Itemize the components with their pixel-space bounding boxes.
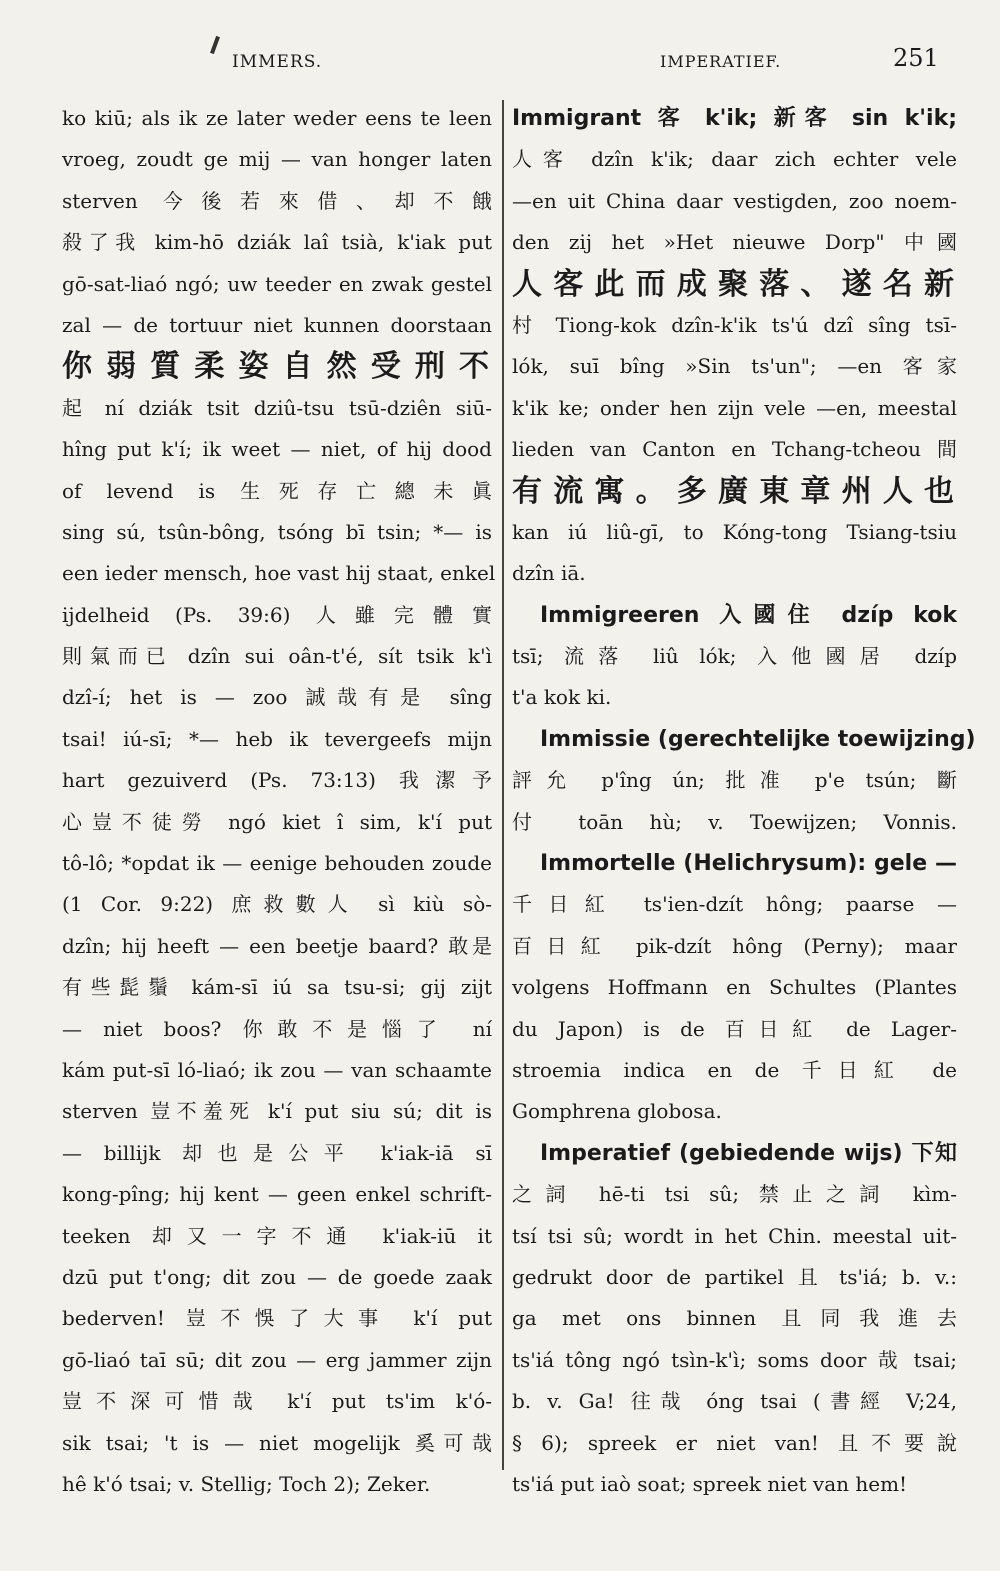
text-line: kong-pîng; hij kent — geen enkel schrift-	[62, 1182, 492, 1207]
text-line: tsī; 流落 liû lók; 入他國居 dzíp	[512, 644, 957, 669]
text-line: 殺了我 kim-hō dziák laî tsià, k'iak put	[62, 230, 492, 255]
text-line: sterven 豈不羞死 k'í put siu sú; dit is	[62, 1099, 492, 1124]
text-line: du Japon) is de 百日紅 de Lager-	[512, 1016, 957, 1041]
text-line: gō-liaó taī sū; dit zou — erg jammer zijn	[62, 1347, 492, 1372]
text-line: tô-lô; *opdat ik — eenige behouden zoude	[62, 851, 492, 876]
text-line: 則氣而已 dzîn sui oân-t'é, sít tsik k'ì	[62, 644, 492, 669]
text-line: volgens Hoffmann en Schultes (Plantes	[512, 975, 957, 1000]
text-line: Imperatief (gebiedende wijs) 下知	[540, 1140, 957, 1166]
text-line: § 6); spreek er niet van! 且不要說	[512, 1430, 957, 1455]
text-line: Immortelle (Helichrysum): gele —	[540, 851, 957, 877]
text-line: ijdelheid (Ps. 39:6) 人雖完體實	[62, 602, 492, 627]
header-center-word: IMPERATIEF.	[660, 52, 782, 71]
text-line: lieden van Canton en Tchang-tcheou 間	[512, 437, 957, 462]
text-line: ts'iá tông ngó tsìn-k'ì; soms door 哉 tsai;	[512, 1347, 957, 1372]
page-number: 251	[893, 44, 939, 72]
text-line: tsai! iú-sī; *— heb ik tevergeefs mijn	[62, 726, 492, 751]
text-line: Immigrant 客 k'ik; 新客 sin k'ik;	[512, 106, 957, 131]
text-line: 人客此而成聚落、遂名新	[512, 266, 957, 302]
text-line: stroemia indica en de 千日紅 de	[512, 1057, 957, 1082]
text-line: b. v. Ga! 往哉 óng tsai (書經 V;24,	[512, 1389, 957, 1414]
text-line: 村 Tiong-kok dzîn-k'ik ts'ú dzî sîng tsī-	[512, 312, 957, 337]
text-line: 千日紅 ts'ien-dzít hông; paarse —	[512, 892, 957, 917]
text-line: ga met ons binnen 且同我進去	[512, 1306, 957, 1331]
text-line: Immigreeren 入國住 dzíp kok	[540, 602, 957, 628]
text-line: sik tsai; 't is — niet mogelijk 奚可哉	[62, 1430, 492, 1455]
text-line: 有些髭鬚 kám-sī iú sa tsu-si; gij zijt	[62, 975, 492, 1000]
left-column	[62, 98, 496, 1496]
text-line: k'ik ke; onder hen zijn vele —en, meestal	[512, 395, 957, 420]
text-line: lók, suī bîng »Sin ts'un"; —en 客家	[512, 354, 957, 379]
text-line: gedrukt door de partikel 且 ts'iá; b. v.:	[512, 1264, 957, 1289]
text-line: kan iú liû-gī, to Kóng-tong Tsiang-tsiu	[512, 519, 957, 544]
text-line: zal — de tortuur niet kunnen doorstaan	[62, 312, 492, 337]
text-line: ko kiū; als ik ze later weder eens te leen	[62, 106, 492, 130]
right-column	[512, 98, 976, 1496]
text-line: dzū put t'ong; dit zou — de goede zaak	[62, 1264, 492, 1289]
text-line: gō-sat-liaó ngó; uw teeder en zwak gestel	[62, 271, 492, 296]
text-line: 心豈不徒勞 ngó kiet î sim, k'í put	[62, 809, 492, 834]
text-line: t'a kok ki.	[512, 685, 612, 710]
text-line: sing sú, tsûn-bông, tsóng bī tsin; *— is	[62, 519, 492, 544]
text-line: hîng put k'í; ik weet — niet, of hij dood	[62, 437, 492, 462]
text-line: een ieder mensch, hoe vast hij staat, enkel	[62, 561, 496, 586]
text-line: dzî-í; het is — zoo 誠哉有是 sîng	[62, 685, 492, 710]
text-line: bederven! 豈不悞了大事 k'í put	[62, 1306, 492, 1331]
text-line: dzîn; hij heeft — een beetje baard? 敢是	[62, 933, 492, 958]
text-line: of levend is 生死存亡總未眞	[62, 478, 492, 503]
text-line: Immissie (gerechtelijke toewijzing)	[540, 726, 976, 752]
text-line: ts'iá put iaò soat; spreek niet van hem!	[512, 1471, 908, 1496]
text-line: hê k'ó tsai; v. Stellig; Toch 2); Zeker.	[62, 1471, 431, 1496]
text-line: 豈不深可惜哉 k'í put ts'im k'ó-	[62, 1389, 492, 1414]
text-line: sterven 今後若來借、却不餓	[62, 188, 492, 213]
text-line: Gomphrena globosa.	[512, 1099, 722, 1124]
text-line: 有流寓。多廣東章州人也	[512, 473, 957, 509]
text-line: den zij het »Het nieuwe Dorp" 中國	[512, 230, 957, 255]
text-line: —en uit China daar vestigden, zoo noem-	[512, 188, 957, 213]
text-line: — billijk 却也是公平 k'iak-iā sī	[62, 1140, 492, 1165]
text-line: — niet boos? 你敢不是惱了 ní	[62, 1016, 492, 1041]
text-line: 之詞 hē-ti tsi sû; 禁止之詞 kìm-	[512, 1182, 957, 1207]
text-line: kám put-sī ló-liaó; ik zou — van schaamte	[62, 1057, 492, 1082]
text-line: vroeg, zoudt ge mij — van honger laten	[62, 147, 492, 172]
header-left-word: IMMERS.	[232, 52, 323, 72]
text-line: 人客 dzîn k'ik; daar zich echter vele	[512, 147, 957, 172]
column-divider	[502, 100, 504, 1470]
text-line: 起 ní dziák tsit dziû-tsu tsū-dziên siū-	[62, 395, 492, 420]
text-line: hart gezuiverd (Ps. 73:13) 我潔予	[62, 768, 492, 793]
text-line: dzîn iā.	[512, 561, 586, 586]
running-header	[0, 40, 1000, 80]
text-line: 你弱質柔姿自然受刑不	[62, 349, 492, 385]
text-line: 百日紅 pik-dzít hông (Perny); maar	[512, 933, 957, 958]
text-line: 評允 p'îng ún; 批准 p'e tsún; 斷	[512, 768, 957, 793]
text-line: tsí tsi sû; wordt in het Chin. meestal uit-	[512, 1223, 957, 1248]
text-line: (1 Cor. 9:22) 庶救數人 sì kiù sò-	[62, 892, 492, 917]
text-line: 付 toān hù; v. Toewijzen; Vonnis.	[512, 809, 957, 834]
text-line: teeken 却又一字不通 k'iak-iū it	[62, 1223, 492, 1248]
